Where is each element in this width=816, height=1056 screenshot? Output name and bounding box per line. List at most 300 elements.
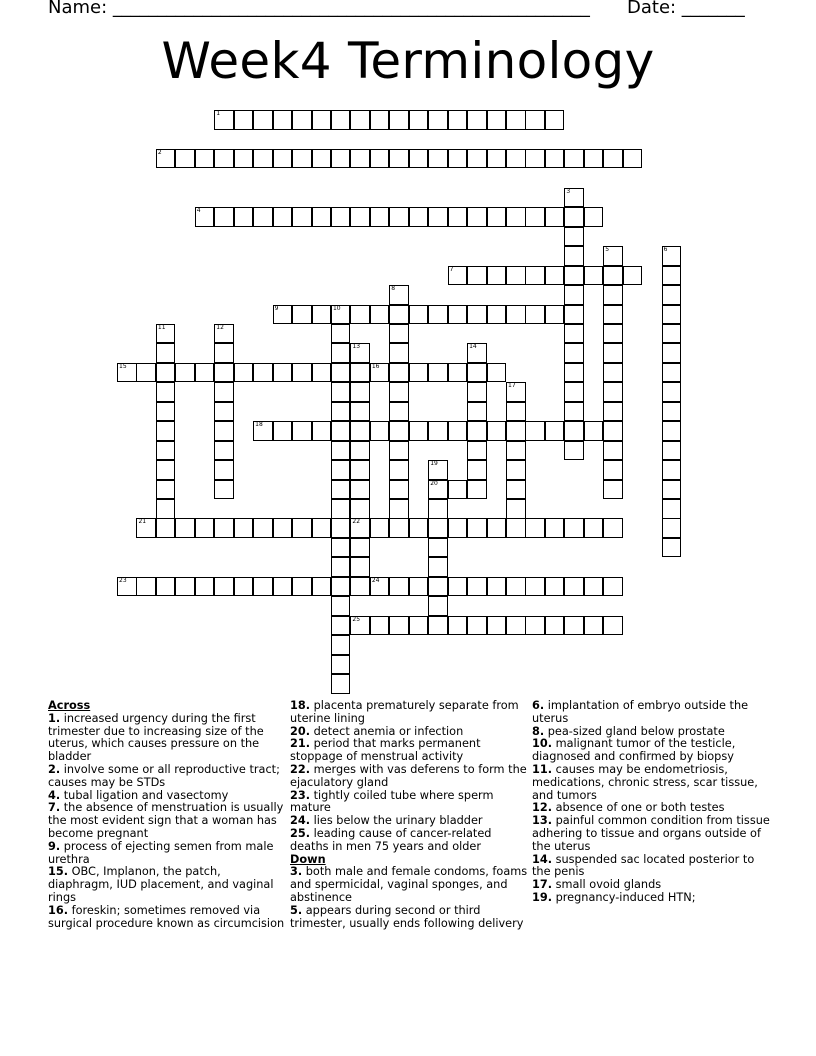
crossword-cell[interactable] <box>292 363 312 383</box>
crossword-cell[interactable] <box>234 577 254 597</box>
crossword-cell[interactable] <box>331 499 351 519</box>
crossword-cell[interactable] <box>662 324 682 344</box>
crossword-cell[interactable] <box>428 305 448 325</box>
crossword-cell[interactable] <box>117 363 137 383</box>
crossword-cell[interactable] <box>370 149 390 169</box>
crossword-cell[interactable] <box>545 266 565 286</box>
crossword-cell[interactable] <box>331 577 351 597</box>
crossword-cell[interactable] <box>506 207 526 227</box>
crossword-cell[interactable] <box>603 480 623 500</box>
crossword-cell[interactable] <box>603 305 623 325</box>
crossword-cell[interactable] <box>253 149 273 169</box>
crossword-cell[interactable] <box>564 518 584 538</box>
crossword-cell[interactable] <box>331 149 351 169</box>
crossword-cell[interactable] <box>273 363 293 383</box>
crossword-cell[interactable] <box>292 207 312 227</box>
crossword-cell[interactable] <box>428 577 448 597</box>
crossword-cell[interactable] <box>506 441 526 461</box>
crossword-cell[interactable] <box>195 363 215 383</box>
crossword-cell[interactable] <box>273 110 293 130</box>
crossword-cell[interactable] <box>487 149 507 169</box>
crossword-cell[interactable] <box>370 207 390 227</box>
crossword-cell[interactable] <box>409 305 429 325</box>
crossword-cell[interactable] <box>603 382 623 402</box>
crossword-cell[interactable] <box>331 421 351 441</box>
crossword-cell[interactable] <box>253 518 273 538</box>
crossword-cell[interactable] <box>350 538 370 558</box>
crossword-cell[interactable] <box>506 518 526 538</box>
crossword-cell[interactable] <box>350 518 370 538</box>
crossword-cell[interactable] <box>564 363 584 383</box>
crossword-cell[interactable] <box>350 305 370 325</box>
crossword-cell[interactable] <box>389 441 409 461</box>
crossword-cell[interactable] <box>525 421 545 441</box>
crossword-cell[interactable] <box>350 480 370 500</box>
crossword-cell[interactable] <box>448 577 468 597</box>
crossword-cell[interactable] <box>467 518 487 538</box>
crossword-cell[interactable] <box>292 110 312 130</box>
crossword-cell[interactable] <box>214 149 234 169</box>
crossword-cell[interactable] <box>525 518 545 538</box>
crossword-cell[interactable] <box>214 480 234 500</box>
crossword-cell[interactable] <box>584 266 604 286</box>
crossword-cell[interactable] <box>389 207 409 227</box>
crossword-cell[interactable] <box>195 577 215 597</box>
crossword-cell[interactable] <box>448 266 468 286</box>
crossword-cell[interactable] <box>428 421 448 441</box>
crossword-cell[interactable] <box>350 402 370 422</box>
crossword-cell[interactable] <box>448 207 468 227</box>
crossword-cell[interactable] <box>312 421 332 441</box>
crossword-cell[interactable] <box>389 305 409 325</box>
crossword-cell[interactable] <box>564 305 584 325</box>
crossword-cell[interactable] <box>409 110 429 130</box>
crossword-cell[interactable] <box>584 577 604 597</box>
crossword-cell[interactable] <box>545 518 565 538</box>
crossword-cell[interactable] <box>234 207 254 227</box>
crossword-cell[interactable] <box>156 577 176 597</box>
crossword-cell[interactable] <box>156 324 176 344</box>
crossword-cell[interactable] <box>292 518 312 538</box>
crossword-cell[interactable] <box>448 149 468 169</box>
crossword-cell[interactable] <box>370 518 390 538</box>
crossword-cell[interactable] <box>253 577 273 597</box>
crossword-cell[interactable] <box>409 421 429 441</box>
crossword-cell[interactable] <box>350 460 370 480</box>
crossword-cell[interactable] <box>428 480 448 500</box>
crossword-cell[interactable] <box>389 421 409 441</box>
crossword-cell[interactable] <box>428 518 448 538</box>
crossword-cell[interactable] <box>136 518 156 538</box>
crossword-cell[interactable] <box>545 305 565 325</box>
crossword-cell[interactable] <box>584 149 604 169</box>
crossword-cell[interactable] <box>467 363 487 383</box>
crossword-cell[interactable] <box>214 363 234 383</box>
crossword-cell[interactable] <box>156 421 176 441</box>
crossword-cell[interactable] <box>331 460 351 480</box>
crossword-cell[interactable] <box>273 207 293 227</box>
crossword-cell[interactable] <box>448 110 468 130</box>
crossword-cell[interactable] <box>331 305 351 325</box>
crossword-cell[interactable] <box>506 402 526 422</box>
crossword-cell[interactable] <box>564 246 584 266</box>
crossword-cell[interactable] <box>487 421 507 441</box>
crossword-cell[interactable] <box>389 499 409 519</box>
crossword-cell[interactable] <box>603 363 623 383</box>
crossword-cell[interactable] <box>214 402 234 422</box>
crossword-cell[interactable] <box>350 441 370 461</box>
crossword-cell[interactable] <box>312 207 332 227</box>
crossword-cell[interactable] <box>389 363 409 383</box>
crossword-cell[interactable] <box>487 577 507 597</box>
crossword-cell[interactable] <box>487 305 507 325</box>
crossword-cell[interactable] <box>506 499 526 519</box>
crossword-cell[interactable] <box>525 110 545 130</box>
crossword-cell[interactable] <box>370 305 390 325</box>
crossword-cell[interactable] <box>662 441 682 461</box>
crossword-cell[interactable] <box>525 266 545 286</box>
crossword-cell[interactable] <box>234 363 254 383</box>
crossword-cell[interactable] <box>525 149 545 169</box>
crossword-cell[interactable] <box>156 343 176 363</box>
crossword-cell[interactable] <box>448 421 468 441</box>
crossword-cell[interactable] <box>662 343 682 363</box>
crossword-cell[interactable] <box>350 557 370 577</box>
crossword-cell[interactable] <box>662 421 682 441</box>
crossword-cell[interactable] <box>506 382 526 402</box>
crossword-cell[interactable] <box>545 207 565 227</box>
crossword-cell[interactable] <box>564 421 584 441</box>
crossword-cell[interactable] <box>506 616 526 636</box>
crossword-cell[interactable] <box>603 421 623 441</box>
crossword-cell[interactable] <box>273 421 293 441</box>
crossword-cell[interactable] <box>214 324 234 344</box>
crossword-cell[interactable] <box>389 149 409 169</box>
crossword-cell[interactable] <box>564 324 584 344</box>
crossword-cell[interactable] <box>487 207 507 227</box>
crossword-cell[interactable] <box>603 343 623 363</box>
crossword-cell[interactable] <box>350 363 370 383</box>
crossword-cell[interactable] <box>467 266 487 286</box>
crossword-cell[interactable] <box>564 207 584 227</box>
crossword-cell[interactable] <box>467 305 487 325</box>
crossword-cell[interactable] <box>312 577 332 597</box>
crossword-cell[interactable] <box>603 246 623 266</box>
crossword-cell[interactable] <box>467 577 487 597</box>
crossword-cell[interactable] <box>662 382 682 402</box>
crossword-cell[interactable] <box>467 149 487 169</box>
crossword-cell[interactable] <box>662 480 682 500</box>
crossword-cell[interactable] <box>564 188 584 208</box>
crossword-cell[interactable] <box>175 149 195 169</box>
crossword-cell[interactable] <box>428 499 448 519</box>
crossword-cell[interactable] <box>409 577 429 597</box>
crossword-cell[interactable] <box>506 460 526 480</box>
crossword-cell[interactable] <box>312 305 332 325</box>
crossword-cell[interactable] <box>525 577 545 597</box>
crossword-cell[interactable] <box>584 616 604 636</box>
crossword-cell[interactable] <box>662 363 682 383</box>
crossword-cell[interactable] <box>156 363 176 383</box>
crossword-cell[interactable] <box>564 402 584 422</box>
crossword-cell[interactable] <box>253 421 273 441</box>
crossword-cell[interactable] <box>234 110 254 130</box>
crossword-cell[interactable] <box>214 207 234 227</box>
crossword-cell[interactable] <box>331 402 351 422</box>
crossword-cell[interactable] <box>350 577 370 597</box>
crossword-cell[interactable] <box>545 149 565 169</box>
crossword-cell[interactable] <box>662 246 682 266</box>
crossword-cell[interactable] <box>389 402 409 422</box>
crossword-cell[interactable] <box>409 518 429 538</box>
crossword-cell[interactable] <box>525 616 545 636</box>
crossword-cell[interactable] <box>156 480 176 500</box>
crossword-cell[interactable] <box>525 305 545 325</box>
crossword-cell[interactable] <box>545 577 565 597</box>
crossword-cell[interactable] <box>506 480 526 500</box>
crossword-cell[interactable] <box>350 207 370 227</box>
crossword-cell[interactable] <box>214 382 234 402</box>
crossword-cell[interactable] <box>506 421 526 441</box>
crossword-cell[interactable] <box>175 363 195 383</box>
crossword-cell[interactable] <box>564 616 584 636</box>
crossword-cell[interactable] <box>389 616 409 636</box>
crossword-cell[interactable] <box>428 596 448 616</box>
crossword-cell[interactable] <box>525 207 545 227</box>
crossword-cell[interactable] <box>389 577 409 597</box>
crossword-cell[interactable] <box>312 363 332 383</box>
crossword-cell[interactable] <box>214 421 234 441</box>
crossword-cell[interactable] <box>467 207 487 227</box>
crossword-cell[interactable] <box>428 110 448 130</box>
crossword-cell[interactable] <box>195 207 215 227</box>
crossword-cell[interactable] <box>662 460 682 480</box>
crossword-cell[interactable] <box>389 480 409 500</box>
crossword-cell[interactable] <box>603 266 623 286</box>
crossword-cell[interactable] <box>350 110 370 130</box>
crossword-cell[interactable] <box>506 110 526 130</box>
crossword-cell[interactable] <box>389 110 409 130</box>
crossword-cell[interactable] <box>156 149 176 169</box>
crossword-cell[interactable] <box>564 382 584 402</box>
crossword-cell[interactable] <box>389 382 409 402</box>
crossword-cell[interactable] <box>467 616 487 636</box>
crossword-cell[interactable] <box>331 110 351 130</box>
crossword-cell[interactable] <box>428 149 448 169</box>
crossword-cell[interactable] <box>545 110 565 130</box>
crossword-cell[interactable] <box>506 305 526 325</box>
crossword-cell[interactable] <box>331 518 351 538</box>
crossword-cell[interactable] <box>331 538 351 558</box>
crossword-cell[interactable] <box>331 616 351 636</box>
crossword-cell[interactable] <box>662 499 682 519</box>
crossword-cell[interactable] <box>662 266 682 286</box>
crossword-cell[interactable] <box>214 110 234 130</box>
crossword-cell[interactable] <box>331 343 351 363</box>
crossword-cell[interactable] <box>214 441 234 461</box>
crossword-cell[interactable] <box>350 421 370 441</box>
crossword-cell[interactable] <box>331 655 351 675</box>
crossword-cell[interactable] <box>409 149 429 169</box>
crossword-cell[interactable] <box>292 149 312 169</box>
crossword-cell[interactable] <box>564 227 584 247</box>
crossword-cell[interactable] <box>292 577 312 597</box>
crossword-cell[interactable] <box>662 285 682 305</box>
crossword-cell[interactable] <box>214 343 234 363</box>
crossword-cell[interactable] <box>545 616 565 636</box>
crossword-cell[interactable] <box>467 460 487 480</box>
crossword-cell[interactable] <box>467 421 487 441</box>
crossword-cell[interactable] <box>603 460 623 480</box>
crossword-cell[interactable] <box>331 480 351 500</box>
crossword-cell[interactable] <box>603 577 623 597</box>
crossword-cell[interactable] <box>448 480 468 500</box>
crossword-cell[interactable] <box>234 149 254 169</box>
crossword-cell[interactable] <box>603 441 623 461</box>
crossword-cell[interactable] <box>467 402 487 422</box>
crossword-cell[interactable] <box>175 518 195 538</box>
crossword-cell[interactable] <box>175 577 195 597</box>
crossword-cell[interactable] <box>487 110 507 130</box>
crossword-cell[interactable] <box>370 421 390 441</box>
crossword-cell[interactable] <box>273 518 293 538</box>
crossword-cell[interactable] <box>564 441 584 461</box>
crossword-cell[interactable] <box>370 110 390 130</box>
crossword-cell[interactable] <box>331 596 351 616</box>
crossword-cell[interactable] <box>428 460 448 480</box>
crossword-cell[interactable] <box>253 207 273 227</box>
crossword-cell[interactable] <box>487 518 507 538</box>
crossword-cell[interactable] <box>487 616 507 636</box>
crossword-cell[interactable] <box>564 577 584 597</box>
crossword-cell[interactable] <box>331 635 351 655</box>
crossword-cell[interactable] <box>603 616 623 636</box>
crossword-cell[interactable] <box>662 305 682 325</box>
crossword-cell[interactable] <box>545 421 565 441</box>
crossword-cell[interactable] <box>487 266 507 286</box>
crossword-cell[interactable] <box>214 577 234 597</box>
crossword-cell[interactable] <box>331 674 351 694</box>
crossword-cell[interactable] <box>370 363 390 383</box>
crossword-cell[interactable] <box>195 518 215 538</box>
crossword-cell[interactable] <box>156 402 176 422</box>
crossword-cell[interactable] <box>117 577 137 597</box>
crossword-cell[interactable] <box>584 518 604 538</box>
crossword-cell[interactable] <box>350 343 370 363</box>
crossword-cell[interactable] <box>350 499 370 519</box>
crossword-cell[interactable] <box>312 110 332 130</box>
crossword-cell[interactable] <box>331 557 351 577</box>
crossword-cell[interactable] <box>603 402 623 422</box>
crossword-cell[interactable] <box>603 518 623 538</box>
crossword-cell[interactable] <box>331 363 351 383</box>
crossword-cell[interactable] <box>156 460 176 480</box>
crossword-cell[interactable] <box>156 518 176 538</box>
crossword-cell[interactable] <box>564 285 584 305</box>
crossword-cell[interactable] <box>350 382 370 402</box>
crossword-cell[interactable] <box>312 518 332 538</box>
crossword-cell[interactable] <box>428 538 448 558</box>
crossword-cell[interactable] <box>273 149 293 169</box>
crossword-cell[interactable] <box>428 363 448 383</box>
crossword-cell[interactable] <box>273 577 293 597</box>
crossword-cell[interactable] <box>428 207 448 227</box>
crossword-cell[interactable] <box>428 616 448 636</box>
crossword-cell[interactable] <box>603 324 623 344</box>
crossword-cell[interactable] <box>467 441 487 461</box>
crossword-cell[interactable] <box>214 460 234 480</box>
crossword-cell[interactable] <box>389 460 409 480</box>
crossword-cell[interactable] <box>603 149 623 169</box>
crossword-cell[interactable] <box>584 421 604 441</box>
crossword-cell[interactable] <box>156 382 176 402</box>
crossword-cell[interactable] <box>253 110 273 130</box>
crossword-cell[interactable] <box>292 421 312 441</box>
crossword-cell[interactable] <box>350 149 370 169</box>
crossword-cell[interactable] <box>448 616 468 636</box>
crossword-cell[interactable] <box>448 518 468 538</box>
crossword-cell[interactable] <box>136 577 156 597</box>
crossword-cell[interactable] <box>506 266 526 286</box>
crossword-cell[interactable] <box>467 110 487 130</box>
crossword-cell[interactable] <box>409 363 429 383</box>
crossword-cell[interactable] <box>603 285 623 305</box>
crossword-cell[interactable] <box>331 441 351 461</box>
crossword-cell[interactable] <box>662 518 682 538</box>
crossword-cell[interactable] <box>506 577 526 597</box>
crossword-cell[interactable] <box>623 266 643 286</box>
crossword-cell[interactable] <box>564 149 584 169</box>
crossword-cell[interactable] <box>662 402 682 422</box>
crossword-cell[interactable] <box>136 363 156 383</box>
crossword-cell[interactable] <box>487 363 507 383</box>
crossword-cell[interactable] <box>428 557 448 577</box>
crossword-cell[interactable] <box>564 343 584 363</box>
crossword-cell[interactable] <box>564 266 584 286</box>
crossword-cell[interactable] <box>312 149 332 169</box>
crossword-cell[interactable] <box>331 207 351 227</box>
crossword-cell[interactable] <box>389 285 409 305</box>
crossword-cell[interactable] <box>156 441 176 461</box>
crossword-cell[interactable] <box>292 305 312 325</box>
crossword-cell[interactable] <box>623 149 643 169</box>
crossword-cell[interactable] <box>409 616 429 636</box>
crossword-cell[interactable] <box>584 207 604 227</box>
crossword-cell[interactable] <box>273 305 293 325</box>
crossword-cell[interactable] <box>331 324 351 344</box>
crossword-cell[interactable] <box>467 480 487 500</box>
crossword-cell[interactable] <box>350 616 370 636</box>
crossword-cell[interactable] <box>195 149 215 169</box>
crossword-cell[interactable] <box>409 207 429 227</box>
crossword-cell[interactable] <box>448 363 468 383</box>
crossword-cell[interactable] <box>253 363 273 383</box>
crossword-cell[interactable] <box>662 538 682 558</box>
crossword-cell[interactable] <box>389 324 409 344</box>
crossword-cell[interactable] <box>448 305 468 325</box>
crossword-cell[interactable] <box>156 499 176 519</box>
crossword-cell[interactable] <box>214 518 234 538</box>
crossword-cell[interactable] <box>234 518 254 538</box>
crossword-cell[interactable] <box>506 149 526 169</box>
crossword-cell[interactable] <box>389 343 409 363</box>
crossword-cell[interactable] <box>370 577 390 597</box>
crossword-cell[interactable] <box>389 518 409 538</box>
crossword-cell[interactable] <box>331 382 351 402</box>
crossword-cell[interactable] <box>467 382 487 402</box>
crossword-cell[interactable] <box>370 616 390 636</box>
crossword-cell[interactable] <box>467 343 487 363</box>
